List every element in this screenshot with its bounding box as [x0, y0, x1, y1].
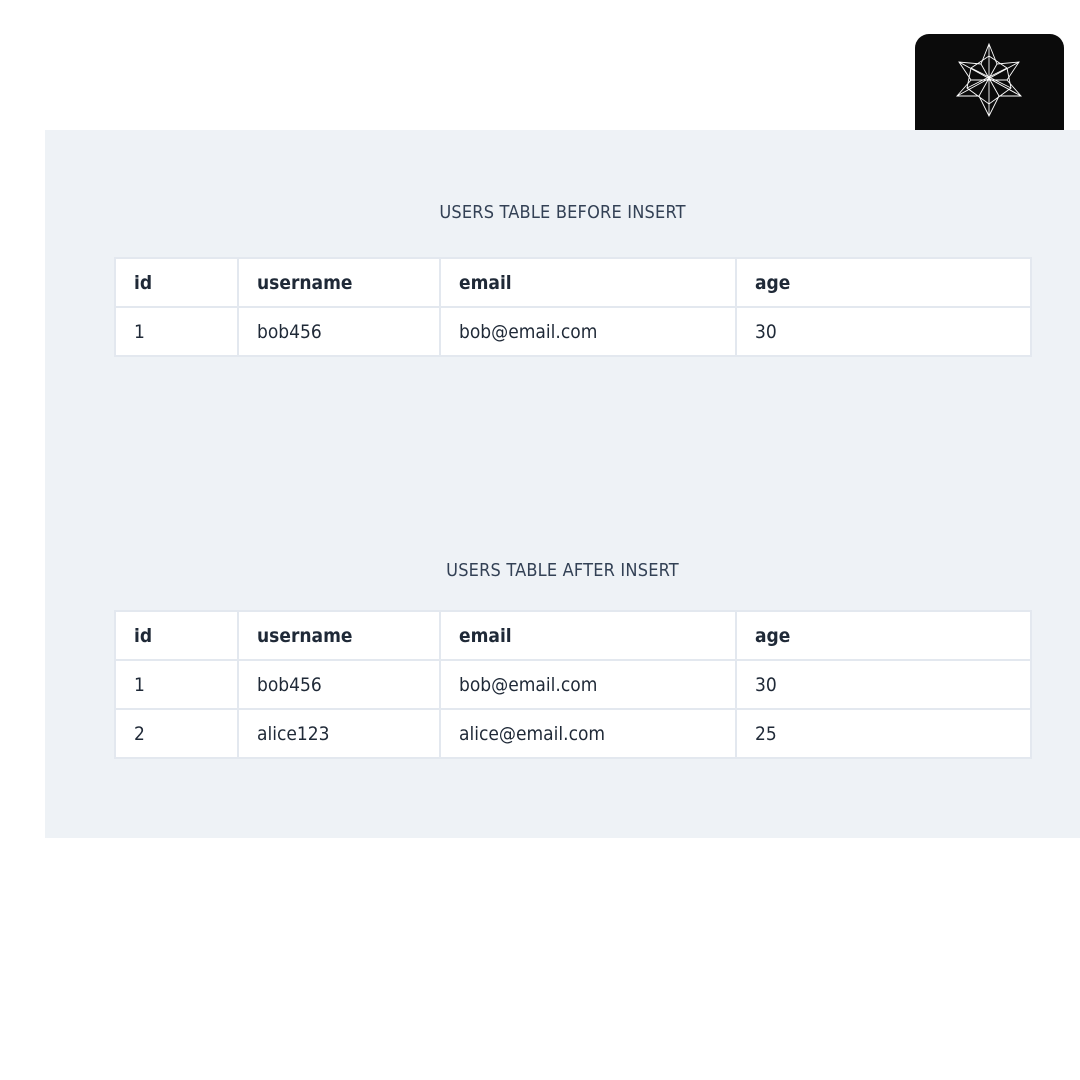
cell-username: alice123: [238, 709, 440, 758]
cell-id: 1: [115, 660, 238, 709]
cell-email: bob@email.com: [440, 307, 736, 356]
table-row: [115, 709, 1031, 758]
header-id: id: [115, 258, 238, 307]
header-age: age: [736, 258, 1031, 307]
cell-id: 2: [115, 709, 238, 758]
table-row: [115, 307, 1031, 356]
header-email: email: [440, 611, 736, 660]
users-table-before: [114, 257, 1032, 357]
before-caption: USERS TABLE BEFORE INSERT: [439, 202, 686, 223]
cell-email: alice@email.com: [440, 709, 736, 758]
table-header-row: [115, 611, 1031, 660]
after-caption: USERS TABLE AFTER INSERT: [446, 560, 679, 581]
cell-email: bob@email.com: [440, 660, 736, 709]
header-username: username: [238, 258, 440, 307]
cell-username: bob456: [238, 660, 440, 709]
header-age: age: [736, 611, 1031, 660]
cell-age: 30: [736, 660, 1031, 709]
cell-id: 1: [115, 307, 238, 356]
header-email: email: [440, 258, 736, 307]
table-row: [115, 660, 1031, 709]
content-panel: [45, 130, 1080, 838]
header-username: username: [238, 611, 440, 660]
table-header-row: [115, 258, 1031, 307]
users-table-after: [114, 610, 1032, 759]
cell-age: 30: [736, 307, 1031, 356]
cell-age: 25: [736, 709, 1031, 758]
header-id: id: [115, 611, 238, 660]
cell-username: bob456: [238, 307, 440, 356]
